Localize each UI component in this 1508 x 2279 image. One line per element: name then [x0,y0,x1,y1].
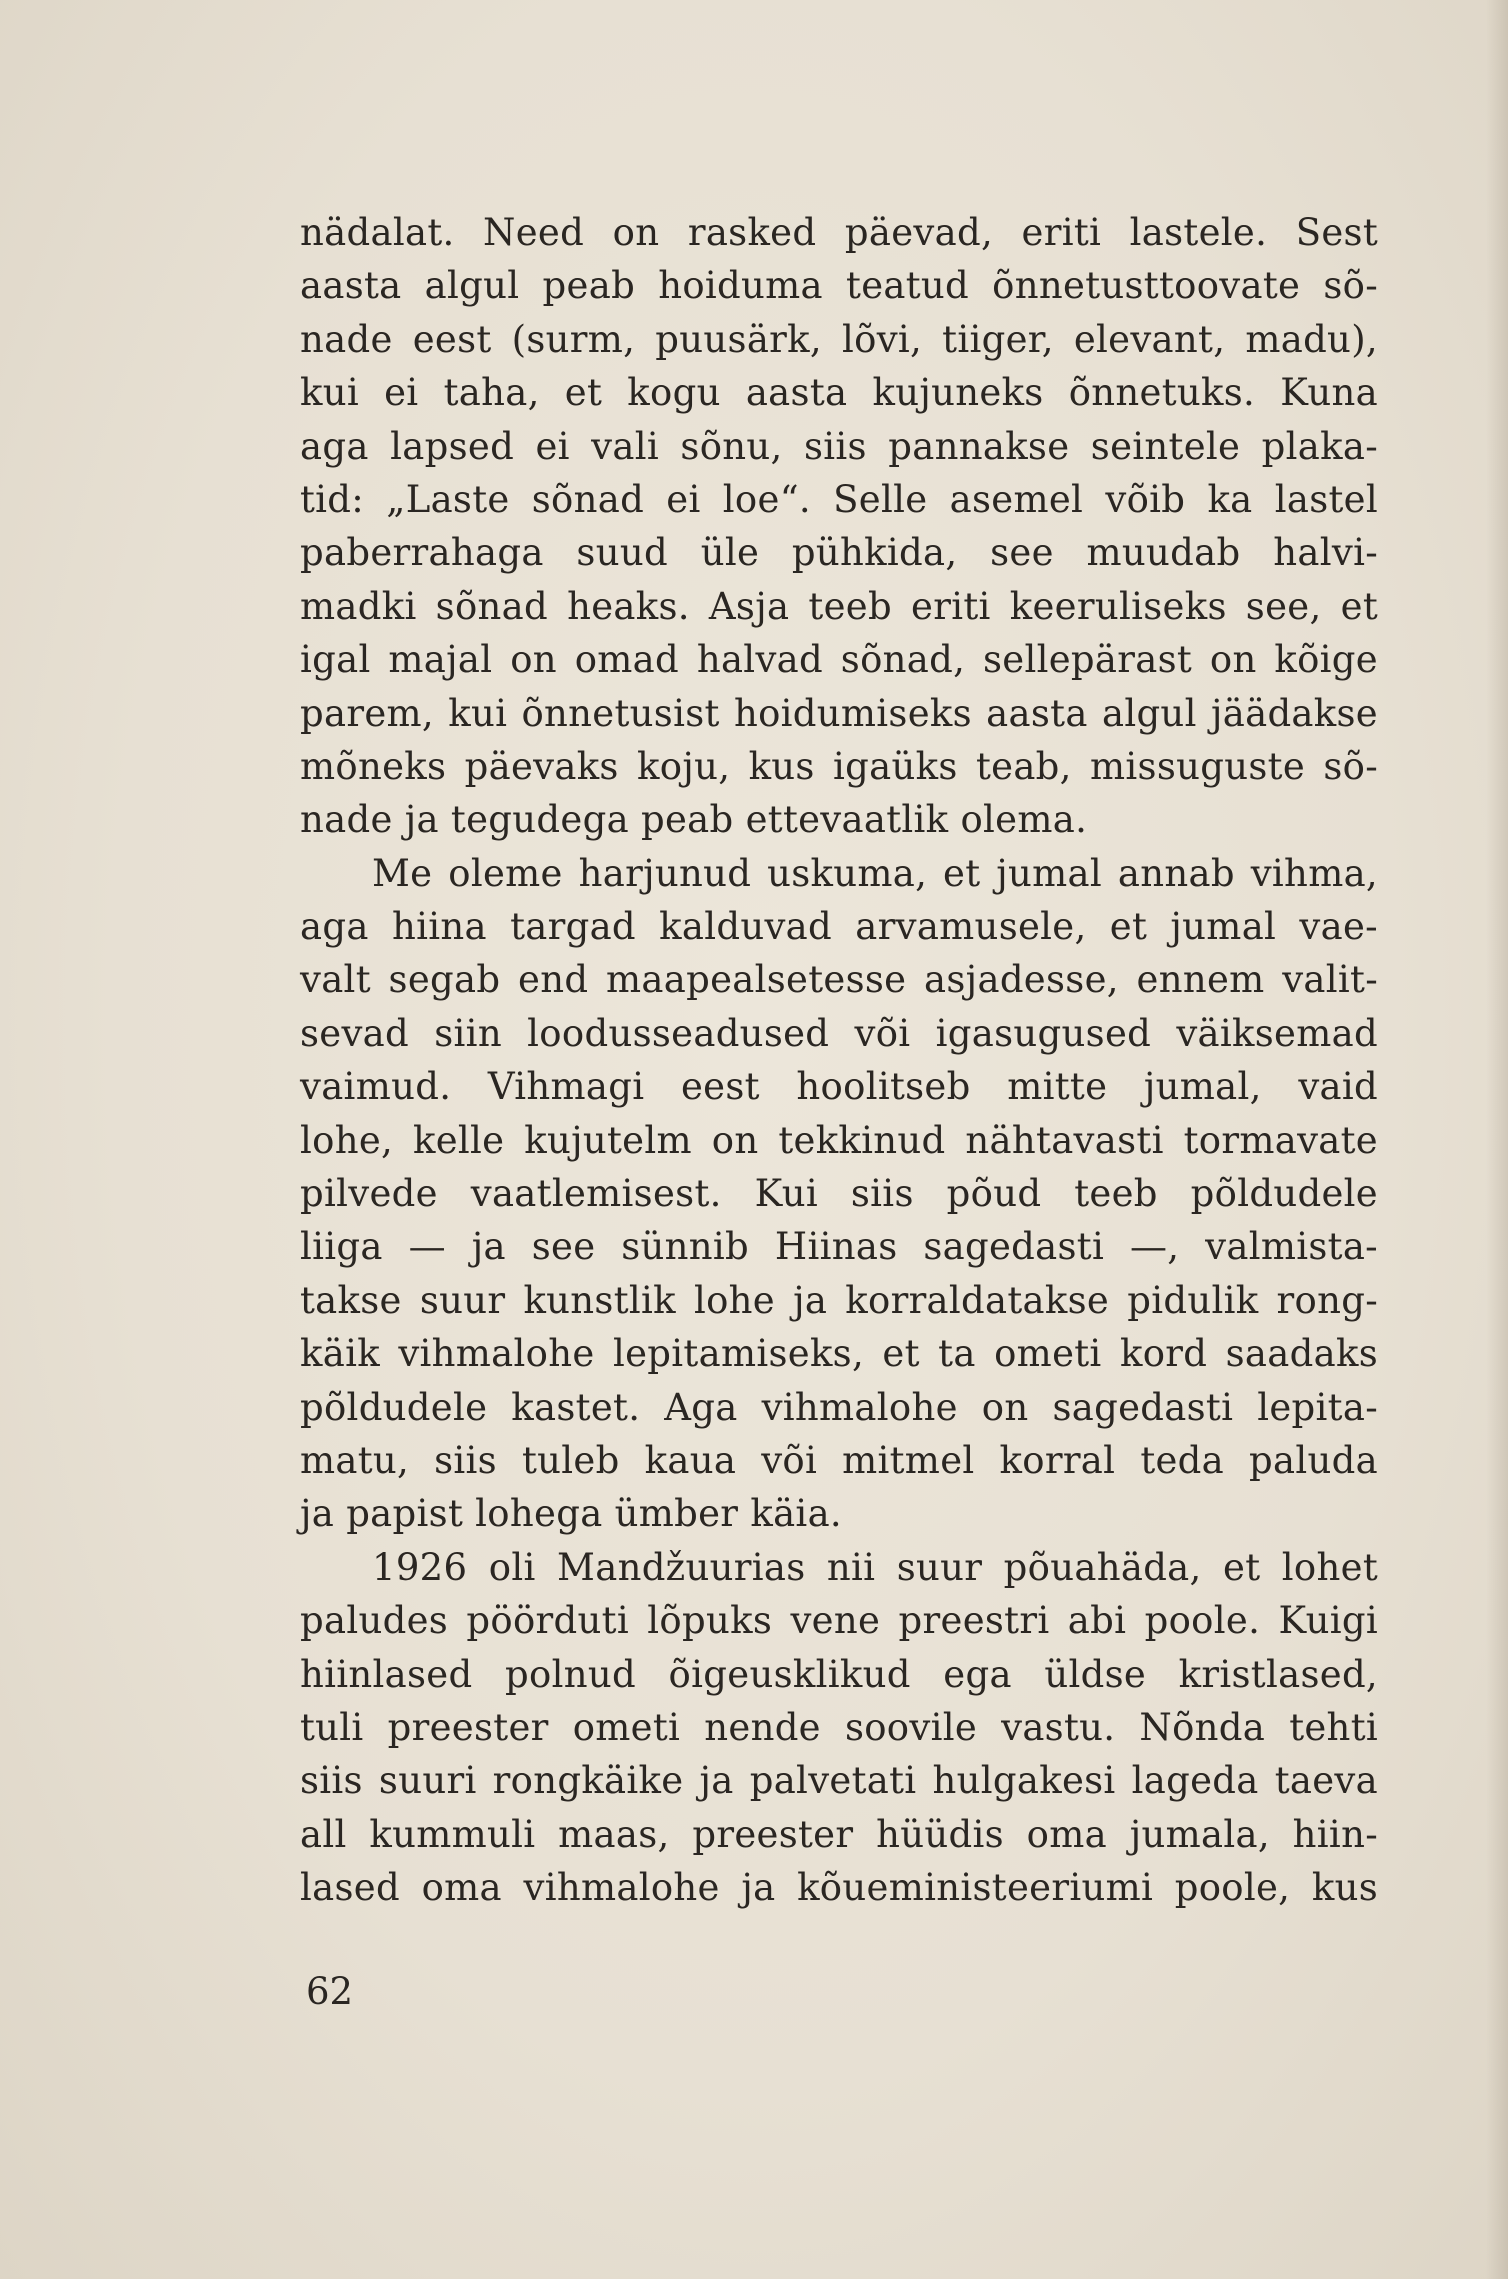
text-line: aga hiina targad kalduvad arvamusele, et jumal vae- [300,905,1378,949]
text-line: nade eest (surm, puusärk, lõvi, tiiger, elevant, madu), [300,317,1378,361]
text-line: vaimud. Vihmagi eest hoolitseb mitte jumal, vaid [300,1065,1378,1109]
page-edge-shadow [1486,0,1508,2279]
text-line: takse suur kunstlik lohe ja korraldatakse pidulik rong- [300,1278,1378,1322]
text-line: käik vihmalohe lepitamiseks, et ta ometi kord saadaks [300,1332,1378,1376]
text-line: mõneks päevaks koju, kus igaüks teab, missuguste sõ- [300,744,1378,788]
text-line: liiga — ja see sünnib Hiinas sagedasti —, valmista- [300,1225,1378,1269]
text-line: pilvede vaatlemisest. Kui siis põud teeb põldudele [300,1172,1378,1216]
text-line: tid: „Laste sõnad ei loe“. Selle asemel võib ka lastel [300,477,1378,521]
body-text [300,206,1378,1915]
text-line: nade ja tegudega peab ettevaatlik olema. [300,798,1088,842]
text-line: all kummuli maas, preester hüüdis oma jumala, hiin- [300,1812,1378,1856]
text-line: paberrahaga suud üle pühkida, see muudab halvi- [300,531,1378,575]
text-line: hiinlased polnud õigeusklikud ega üldse kristlased, [300,1652,1378,1696]
text-line: Me oleme harjunud uskuma, et jumal annab vihma, [372,851,1378,895]
text-line: valt segab end maapealsetesse asjadesse, ennem valit- [300,958,1378,1002]
text-line: lohe, kelle kujutelm on tekkinud nähtavasti tormavate [300,1118,1378,1162]
text-line: aasta algul peab hoiduma teatud õnnetusttoovate sõ- [300,264,1378,308]
text-line: nädalat. Need on rasked päevad, eriti lastele. Sest [300,211,1378,254]
text-line: sevad siin loodusseadused või igasugused väiksemad [300,1011,1378,1055]
text-line: igal majal on omad halvad sõnad, sellepärast on kõige [300,638,1378,682]
text-line: aga lapsed ei vali sõnu, siis pannakse seintele plaka- [300,424,1378,468]
text-line: kui ei taha, et kogu aasta kujuneks õnnetuks. Kuna [300,371,1378,415]
text-line: matu, siis tuleb kaua või mitmel korral teda paluda [300,1438,1378,1482]
text-line: siis suuri rongkäike ja palvetati hulgakesi lageda taeva [300,1759,1378,1803]
text-line: paludes pöörduti lõpuks vene preestri abi poole. Kuigi [300,1599,1378,1643]
text-line: lased oma vihmalohe ja kõueministeeriumi poole, kus [300,1866,1378,1910]
text-line: 1926 oli Mandžuurias nii suur põuahäda, et lohet [372,1545,1378,1589]
text-line: põldudele kastet. Aga vihmalohe on sagedasti lepita- [300,1385,1378,1429]
text-line: ja papist lohega ümber käia. [300,1492,842,1536]
text-line: madki sõnad heaks. Asja teeb eriti keeruliseks see, et [300,584,1378,628]
page-number: 62 [306,1970,354,2013]
text-line: tuli preester ometi nende soovile vastu. Nõnda tehti [300,1705,1378,1749]
text-line: parem, kui õnnetusist hoidumiseks aasta algul jäädakse [300,691,1378,735]
